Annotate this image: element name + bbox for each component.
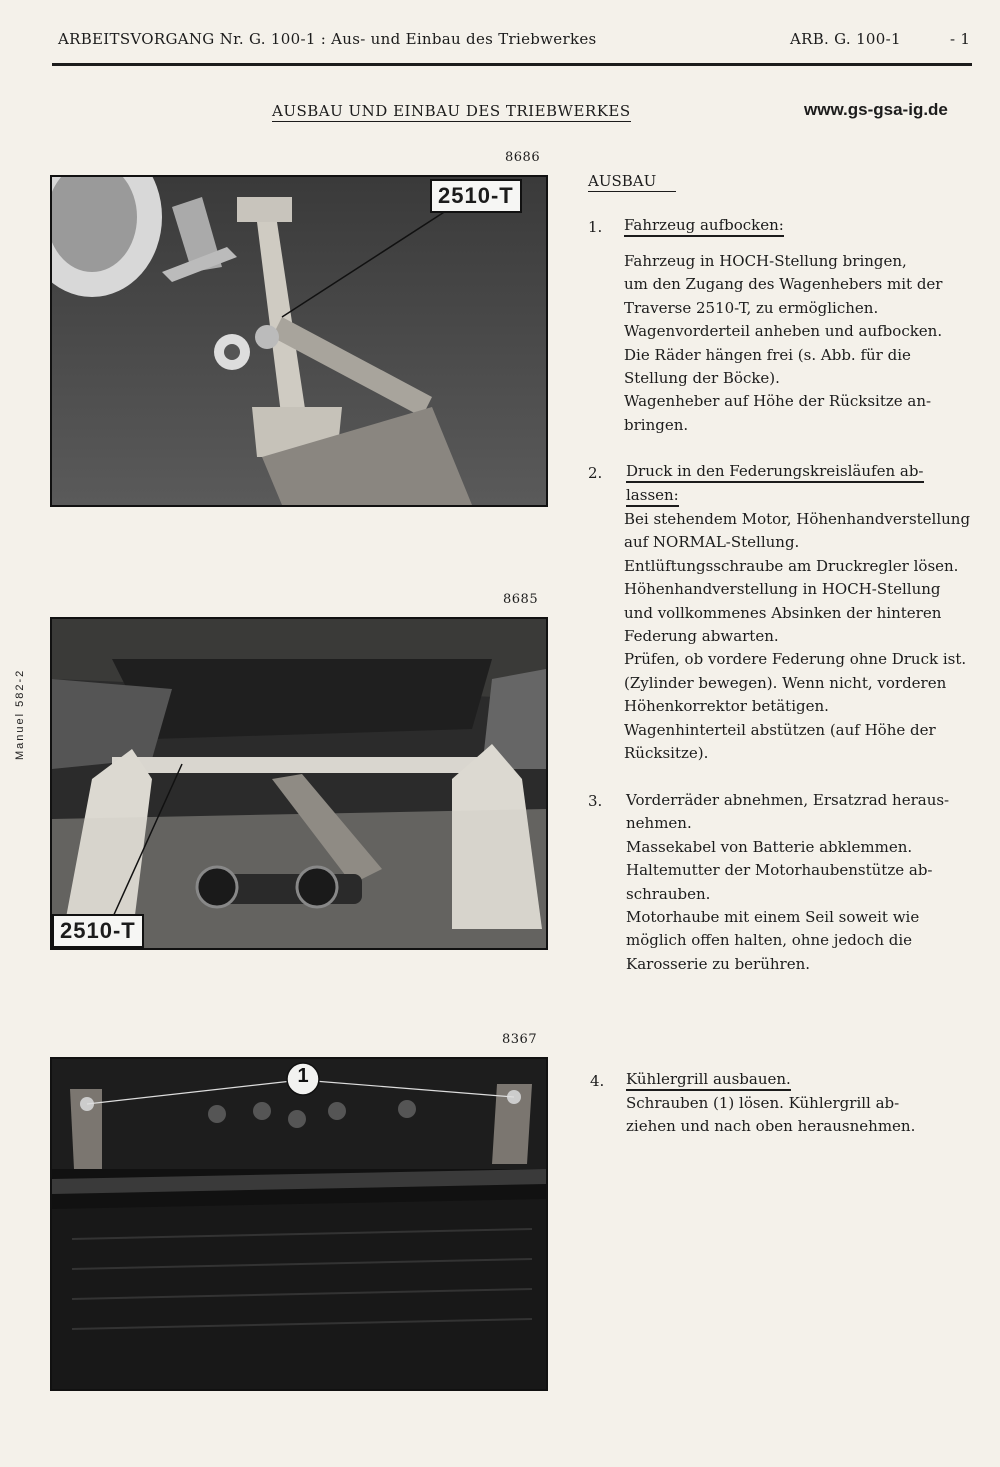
photo-radiator-grille xyxy=(50,1057,548,1391)
step-1-body: Fahrzeug in HOCH-Stellung bringen, um den Zugang des Wagenhebers mit der Traverse 2510-T, zu ermöglichen. Wagenvorderteil anheben und aufbocken. Die Räder hängen frei (s. Abb. für die Stellung der Böcke). Wagenheber auf Höhe der Rücksitze an- bringen. xyxy=(624,252,943,434)
step-2-body: Bei stehendem Motor, Höhenhandverstellung auf NORMAL-Stellung. Entlüftungsschraube am Druckregler lösen. Höhenhandverstellung in HOCH-Stellung und vollkommenes Absinken der hinteren Federung abwarten. Prüfen, ob vordere Federung ohne Druck ist. (Zylinder bewegen). Wenn nicht, vorderen Höhenkorrektor betätigen. Wagenhinterteil abstützen (auf Höhe der Rücksitze). xyxy=(624,510,971,763)
figure-number-1: 8686 xyxy=(505,150,541,165)
step-heading: Kühlergrill ausbauen. xyxy=(626,1070,791,1091)
step-heading: Fahrzeug aufbocken: xyxy=(624,216,784,237)
callout-number: 1 xyxy=(297,1065,309,1087)
photo-underbody-stands xyxy=(50,617,548,950)
step-3-body: Vorderräder abnehmen, Ersatzrad heraus- nehmen. Massekabel von Batterie abklemmen. Haltemutter der Motorhaubenstütze ab- schrauben. Motorhaube mit einem Seil soweit wie möglich offen halten, ohne jedoch die Karosserie zu berühren. xyxy=(626,791,950,973)
step-number: 4. xyxy=(590,1072,605,1090)
website-link[interactable]: www.gs-gsa-ig.de xyxy=(804,100,948,119)
photo-jack-traverse xyxy=(50,175,548,507)
header-page: - 1 xyxy=(950,30,971,48)
figure-number-3: 8367 xyxy=(502,1032,538,1047)
page-title: AUSBAU UND EINBAU DES TRIEBWERKES xyxy=(272,102,631,120)
step-number: 1. xyxy=(588,218,603,236)
step-number: 3. xyxy=(588,792,603,810)
callout-label: 2510-T xyxy=(430,179,522,213)
step-heading-cont: lassen: xyxy=(626,486,679,507)
step-4-body: Schrauben (1) lösen. Kühlergrill ab- ziehen und nach oben herausnehmen. xyxy=(626,1094,916,1136)
header-title: ARBEITSVORGANG Nr. G. 100-1 : Aus- und Einbau des Triebwerkes xyxy=(58,30,597,48)
section-title: AUSBAU xyxy=(588,172,676,192)
header-code: ARB. G. 100-1 xyxy=(790,30,901,48)
figure-number-2: 8685 xyxy=(503,592,539,607)
side-label: Manuel 582-2 xyxy=(14,668,26,760)
header-rule xyxy=(52,63,972,66)
step-number: 2. xyxy=(588,464,603,482)
callout-label: 2510-T xyxy=(52,914,144,948)
step-heading: Druck in den Federungskreisläufen ab- xyxy=(626,462,924,483)
